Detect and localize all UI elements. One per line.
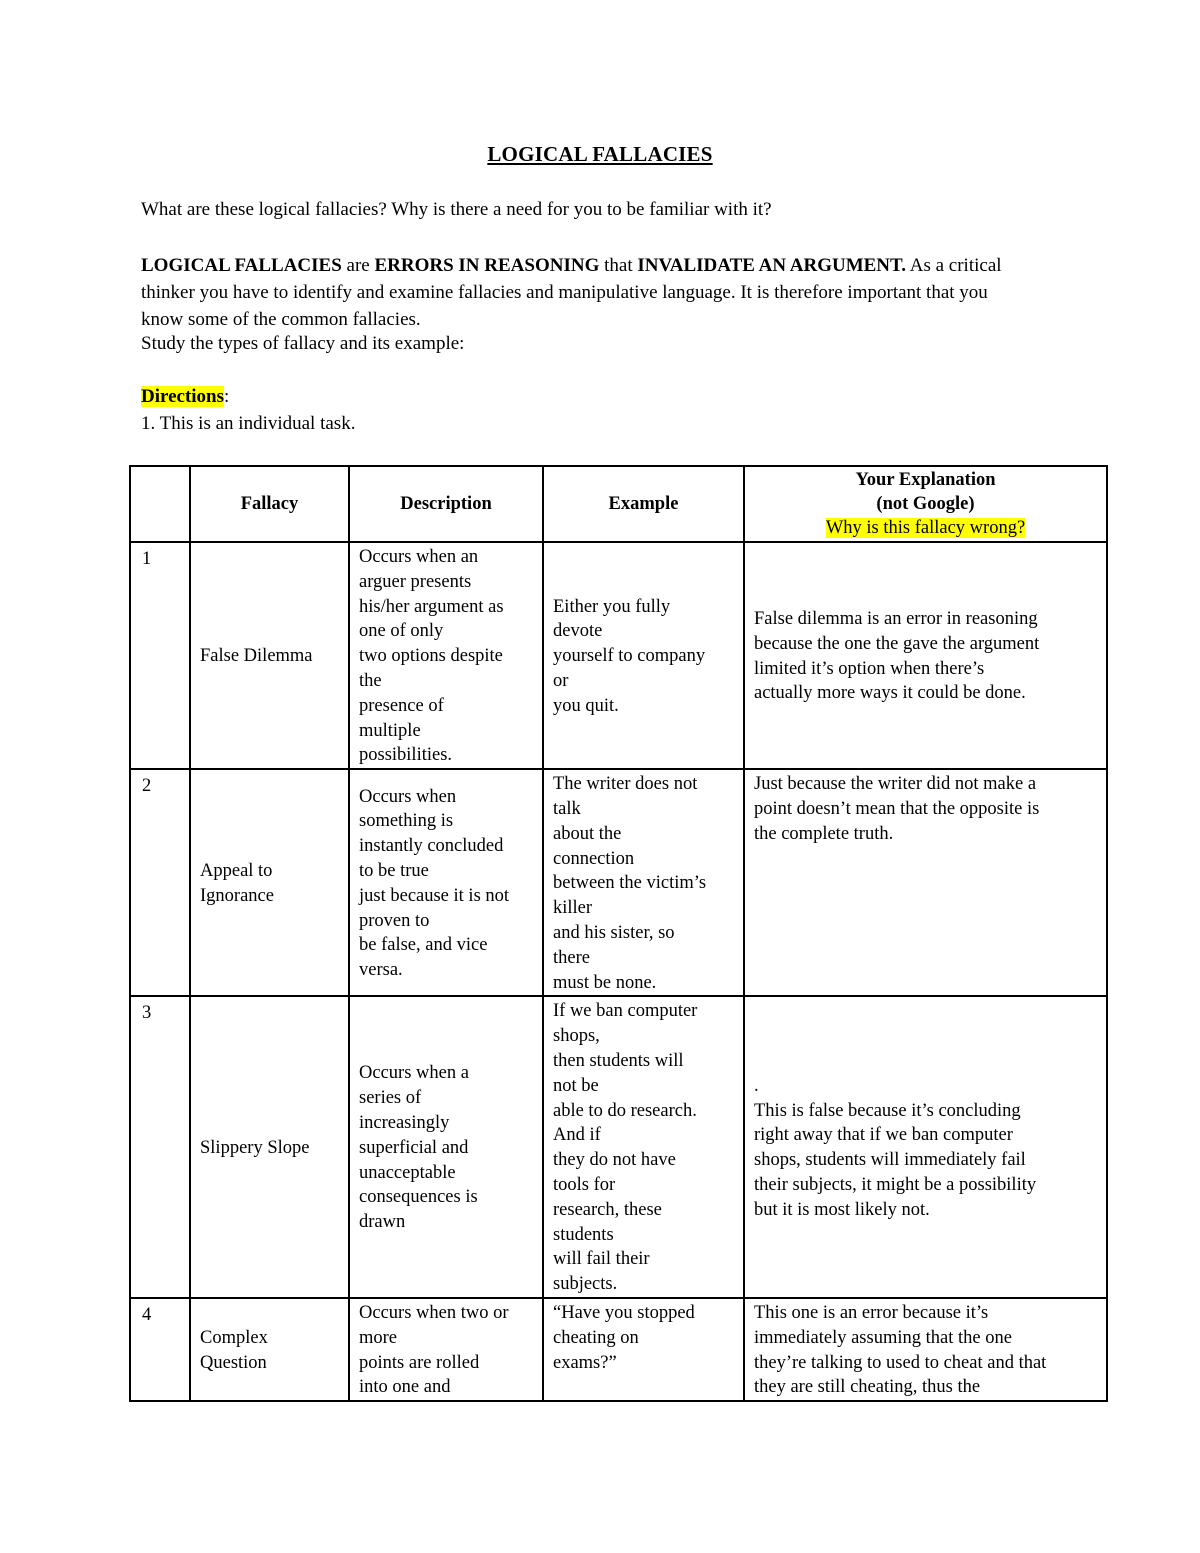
cell-explanation [744,542,1107,769]
description-text-line: two options despite [359,646,503,667]
cell-description [349,769,543,996]
cell-example [543,996,744,1298]
example-text-line: must be none. [553,972,657,993]
intro-rest: As a critical thinker you have to identify and examine fallacies and manipulative language. It is therefore important that you know some of the common fallacies. [141,255,1002,330]
cell-fallacy [190,1298,349,1401]
description-text-line: instantly concluded [359,836,504,857]
explanation-text-line: limited it’s option when there’s [754,658,985,679]
example-text-line: subjects. [553,1274,618,1295]
description-text-line: consequences is [359,1187,478,1208]
fallacy-text-line: Question [200,1352,267,1373]
document-title: LOGICAL FALLACIES [487,142,713,166]
example-text-line: devote [553,621,603,642]
fallacy-text-line: False Dilemma [200,646,313,667]
example-text-line: talk [553,798,581,819]
table-row [130,769,1107,996]
description-text-line: into one and [359,1377,451,1398]
example-text-line: connection [553,848,635,869]
directions-colon: : [224,386,230,407]
example-text-line: and his sister, so [553,922,675,943]
explanation-text-line: This is false because it’s concluding [754,1100,1021,1121]
explanation-text-line: because the one the gave the argument [754,633,1040,654]
explanation-text-line: immediately assuming that the one [754,1327,1012,1348]
fallacies-table [129,465,1108,1402]
study-line: Study the types of fallacy and its example: [141,333,465,354]
example-text-line: tools for [553,1174,616,1195]
example-text-line: “Have you stopped [553,1302,695,1323]
description-text-line: arguer presents [359,571,472,592]
explanation-text-line: they are still cheating, thus the [754,1377,981,1398]
intro-are: are [341,255,375,276]
cell-description [349,1298,543,1401]
example-text-line: you quit. [553,695,619,716]
description-text-line: one of only [359,621,444,642]
example-text-line: there [553,947,590,968]
explanation-text-line: shops, students will immediately fail [754,1150,1026,1171]
description-text-line: Occurs when an [359,547,479,567]
explanation-text-line: but it is most likely not. [754,1199,930,1220]
example-text-line: Either you fully [553,596,671,617]
header-explanation-title: Your Explanation [855,470,996,490]
intro-term: LOGICAL FALLACIES [141,255,342,276]
explanation-text-line: This one is an error because it’s [754,1302,989,1323]
example-text-line: shops, [553,1026,600,1047]
fallacy-text-line: Slippery Slope [200,1137,310,1158]
intro-invalidate: INVALIDATE AN ARGUMENT. [637,255,907,276]
description-text-line: something is [359,811,454,832]
fallacy-text-line: Appeal to [200,860,273,881]
description-text-line: his/her argument as [359,596,504,617]
example-text-line: will fail their [553,1249,650,1270]
description-text-line: Occurs when a [359,1063,469,1084]
description-text-line: increasingly [359,1112,450,1133]
header-fallacy: Fallacy [190,466,349,542]
example-text-line: able to do research. [553,1100,697,1121]
directions-label: Directions [141,386,225,407]
header-example: Example [543,466,744,542]
direction-item: 1. This is an individual task. [141,413,356,434]
table-row [130,996,1107,1298]
fallacy-text-line: Complex [200,1327,268,1348]
cell-example [543,542,744,769]
explanation-text-line: Just because the writer did not make a [754,774,1037,795]
description-text-line: superficial and [359,1137,469,1158]
intro-that: that [599,255,638,276]
description-text-line: Occurs when two or [359,1302,509,1323]
example-text-line: about the [553,823,622,844]
directions-heading [141,386,229,408]
explanation-text-line: actually more ways it could be done. [754,683,1026,704]
example-text-line: they do not have [553,1150,676,1171]
row-number: 3 [130,996,190,1298]
example-text-line: or [553,670,569,691]
fallacy-text-line: Ignorance [200,885,274,906]
description-text-line: the [359,670,382,691]
header-explanation-note: (not Google) [876,494,975,514]
description-text-line: to be true [359,860,429,881]
cell-example [543,1298,744,1401]
cell-explanation [744,996,1107,1298]
cell-description [349,996,543,1298]
description-text-line: Occurs when [359,786,457,807]
intro-errors: ERRORS IN REASONING [374,255,600,276]
example-text-line: exams?” [553,1352,617,1373]
row-number: 2 [130,769,190,996]
example-text-line: And if [553,1125,601,1146]
explanation-text-line: the complete truth. [754,823,894,844]
row-number: 4 [130,1298,190,1401]
header-explanation [744,466,1107,542]
description-text-line: unacceptable [359,1162,456,1183]
header-num [130,466,190,542]
cell-description [349,542,543,769]
description-text-line: versa. [359,960,403,981]
example-text-line: not be [553,1075,599,1096]
description-text-line: points are rolled [359,1352,480,1373]
example-text-line: then students will [553,1050,684,1071]
table-row [130,1298,1107,1401]
description-text-line: more [359,1327,398,1348]
example-text-line: The writer does not [553,774,698,795]
intro-paragraph [141,252,1021,333]
header-explanation-question: Why is this fallacy wrong? [825,518,1026,538]
example-text-line: If we ban computer [553,1001,698,1022]
explanation-text-line: they’re talking to used to cheat and that [754,1352,1047,1373]
explanation-text-line: point doesn’t mean that the opposite is [754,798,1040,819]
intro-question: What are these logical fallacies? Why is there a need for you to be familiar with it? [141,199,772,220]
explanation-text-line: right away that if we ban computer [754,1125,1013,1146]
cell-fallacy [190,542,349,769]
table-row [130,542,1107,769]
header-description: Description [349,466,543,542]
description-text-line: presence of [359,695,444,716]
cell-explanation [744,769,1107,996]
example-text-line: research, these [553,1199,662,1220]
description-text-line: possibilities. [359,745,453,766]
table-header-row [130,466,1107,542]
description-text-line: just because it is not [359,885,510,906]
description-text-line: drawn [359,1212,406,1233]
cell-fallacy [190,996,349,1298]
row-number: 1 [130,542,190,769]
explanation-text-line: . [754,1075,759,1096]
description-text-line: series of [359,1088,422,1109]
example-text-line: killer [553,898,593,919]
cell-example [543,769,744,996]
description-text-line: be false, and vice [359,935,488,956]
description-text-line: proven to [359,910,430,931]
example-text-line: cheating on [553,1327,639,1348]
example-text-line: between the victim’s [553,873,707,894]
cell-explanation [744,1298,1107,1401]
cell-fallacy [190,769,349,996]
example-text-line: yourself to company [553,646,706,667]
example-text-line: students [553,1224,614,1245]
explanation-text-line: False dilemma is an error in reasoning [754,608,1038,629]
explanation-text-line: their subjects, it might be a possibility [754,1174,1037,1195]
description-text-line: multiple [359,720,421,741]
